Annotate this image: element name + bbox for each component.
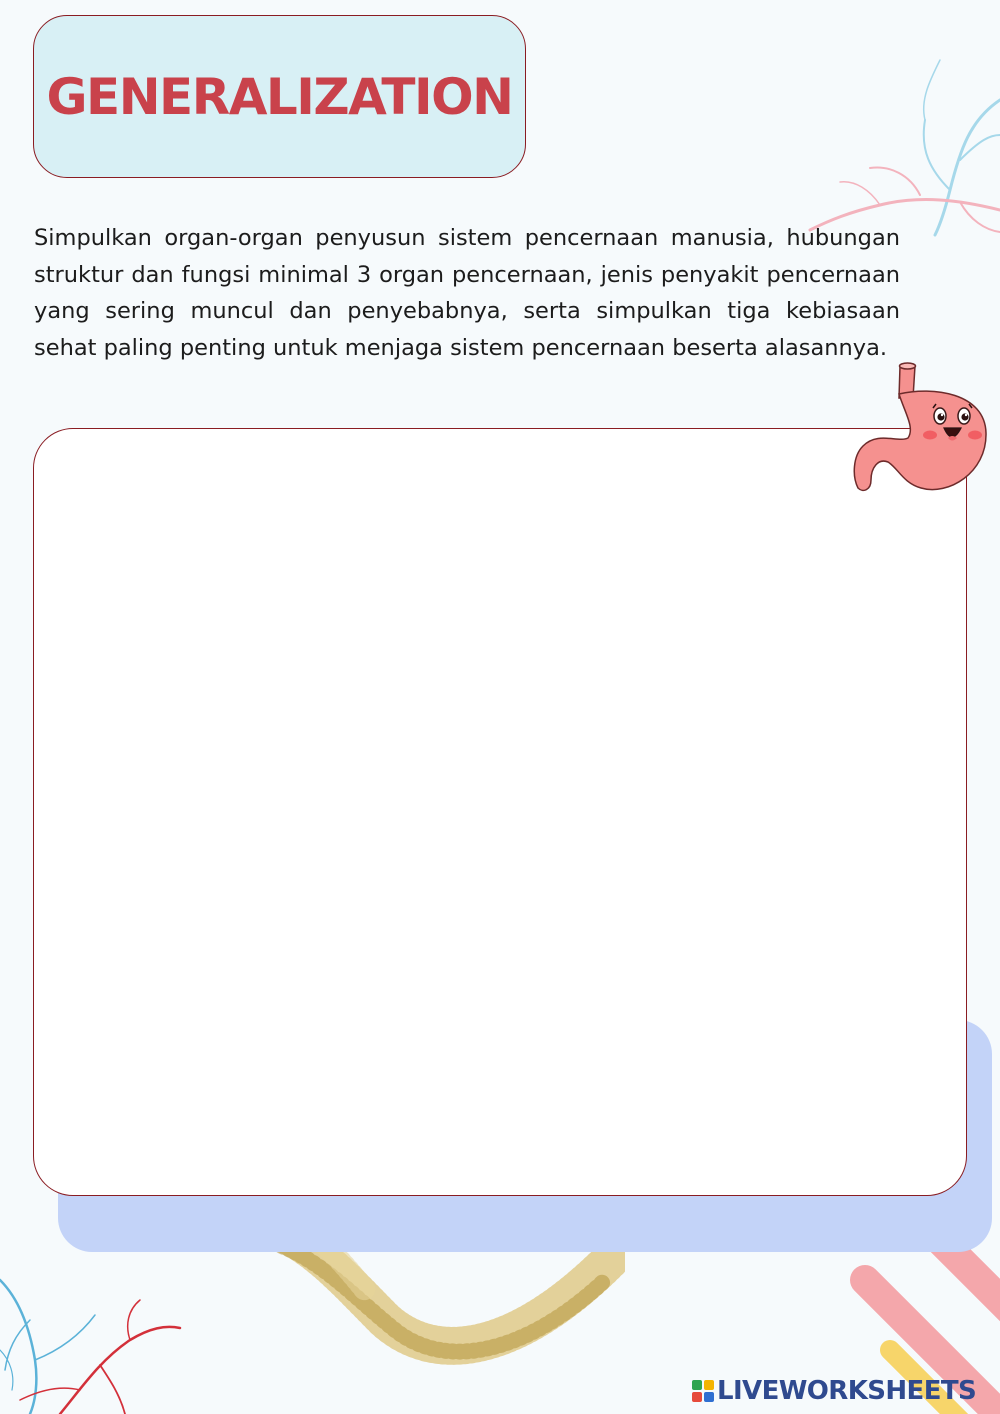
stomach-mascot-icon: [853, 358, 989, 498]
blood-vessels-decoration-bottom-left: [0, 1240, 200, 1414]
brand-name: LIVEWORKSHEETS: [717, 1376, 977, 1406]
brand-watermark: [692, 1374, 976, 1408]
blood-vessels-decoration-top-right: [800, 40, 1000, 240]
answer-box: [33, 428, 967, 1196]
liveworksheets-logo-icon: [692, 1380, 714, 1402]
answer-input[interactable]: [34, 429, 966, 1195]
title-banner: [33, 15, 526, 178]
page-title: GENERALIZATION: [46, 67, 513, 126]
instructions-text: Simpulkan organ-organ penyusun sistem pencernaan manusia, hubungan struktur dan fungsi minimal 3 organ pencernaan, jenis penyakit pencernaan yang sering muncul dan penyebabnya, serta simpulkan tiga kebiasaan sehat paling penting untuk menjaga sistem pencernaan beserta alasannya.: [34, 225, 900, 361]
